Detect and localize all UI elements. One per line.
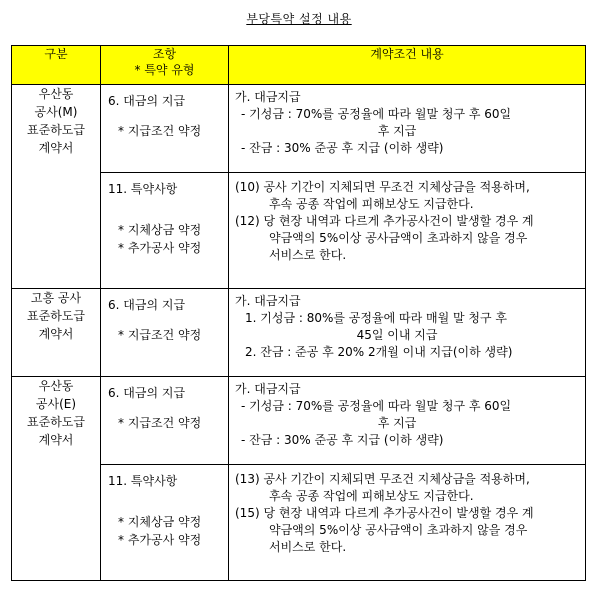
content-line: 후 지급 [377,416,417,430]
clause-type: * 지급조건 약정 [118,416,202,430]
content-cell [229,173,586,289]
header-row [12,46,586,85]
content-line: 서비스로 한다. [269,248,347,262]
category-cell [12,85,101,289]
category-line: 표준하도급 [27,309,85,323]
category-line: 고흥 공사 [30,291,82,305]
clause-type: * 지급조건 약정 [118,124,202,138]
category-line: 계약서 [38,141,74,155]
clause-title: 11. 특약사항 [108,474,178,488]
content-line: (15) 당 현장 내역과 다르게 추가공사건이 발생할 경우 계 [235,506,534,520]
clause-type: * 추가공사 약정 [118,241,202,255]
content-line: (13) 공사 기간이 지체되면 무조건 지체상금을 적용하며, [235,472,530,486]
content-cell [229,289,586,377]
content-line: 후 지급 [377,124,417,138]
content-cell [229,465,586,581]
category-line: 공사(E) [35,397,77,411]
table-row [12,377,586,465]
header-clause [101,46,229,85]
content-line: - 잔금 : 30% 준공 후 지급 (이하 생략) [241,433,444,447]
content-line: 서비스로 한다. [269,540,347,554]
content-cell [229,85,586,173]
clause-type: * 추가공사 약정 [118,533,202,547]
clause-type: * 지급조건 약정 [118,328,202,342]
content-line: 가. 대금지급 [235,90,301,104]
category-line: 우산동 [38,379,74,393]
header-category: 구분 [12,46,101,85]
contract-terms-table [11,45,586,581]
content-line: 가. 대금지급 [235,382,301,396]
page-title: 부당특약 설정 내용 [246,12,352,26]
header-clause-label: 조항 [152,47,177,61]
clause-cell [101,173,229,289]
category-line: 계약서 [38,433,74,447]
category-line: 표준하도급 [27,415,85,429]
header-clause-type: * 특약 유형 [134,63,195,77]
category-line: 계약서 [38,327,74,341]
content-line: 1. 기성금 : 80%를 공정율에 따라 매월 말 청구 후 [245,311,507,325]
category-cell [12,289,101,377]
table-row [12,85,586,173]
content-line: - 기성금 : 70%를 공정율에 따라 월말 청구 후 60일 [241,399,512,413]
clause-title: 6. 대금의 지급 [108,298,186,312]
content-line: 2. 잔금 : 준공 후 20% 2개월 이내 지급(이하 생략) [245,345,513,359]
category-cell [12,377,101,581]
clause-cell [101,377,229,465]
content-line: (12) 당 현장 내역과 다르게 추가공사건이 발생할 경우 계 [235,214,534,228]
content-line: 약금액의 5%이상 공사금액이 초과하지 않을 경우 [269,523,528,537]
content-line: 약금액의 5%이상 공사금액이 초과하지 않을 경우 [269,231,528,245]
content-line: 가. 대금지급 [235,294,301,308]
content-line: - 기성금 : 70%를 공정율에 따라 월말 청구 후 60일 [241,107,512,121]
category-line: 표준하도급 [27,123,85,137]
clause-title: 11. 특약사항 [108,182,178,196]
header-content: 계약조건 내용 [229,46,586,85]
clause-type: * 지체상금 약정 [118,515,202,529]
clause-cell [101,289,229,377]
content-cell [229,377,586,465]
clause-type: * 지체상금 약정 [118,223,202,237]
content-line: - 잔금 : 30% 준공 후 지급 (이하 생략) [241,141,444,155]
content-line: 후속 공종 작업에 피해보상도 지급한다. [269,489,474,503]
clause-title: 6. 대금의 지급 [108,386,186,400]
clause-cell [101,85,229,173]
content-line: 후속 공종 작업에 피해보상도 지급한다. [269,197,474,211]
clause-title: 6. 대금의 지급 [108,94,186,108]
content-line: 45일 이내 지급 [356,328,438,342]
category-line: 공사(M) [34,105,78,119]
category-line: 우산동 [38,87,74,101]
table-row [12,289,586,377]
content-line: (10) 공사 기간이 지체되면 무조건 지체상금을 적용하며, [235,180,530,194]
clause-cell [101,465,229,581]
